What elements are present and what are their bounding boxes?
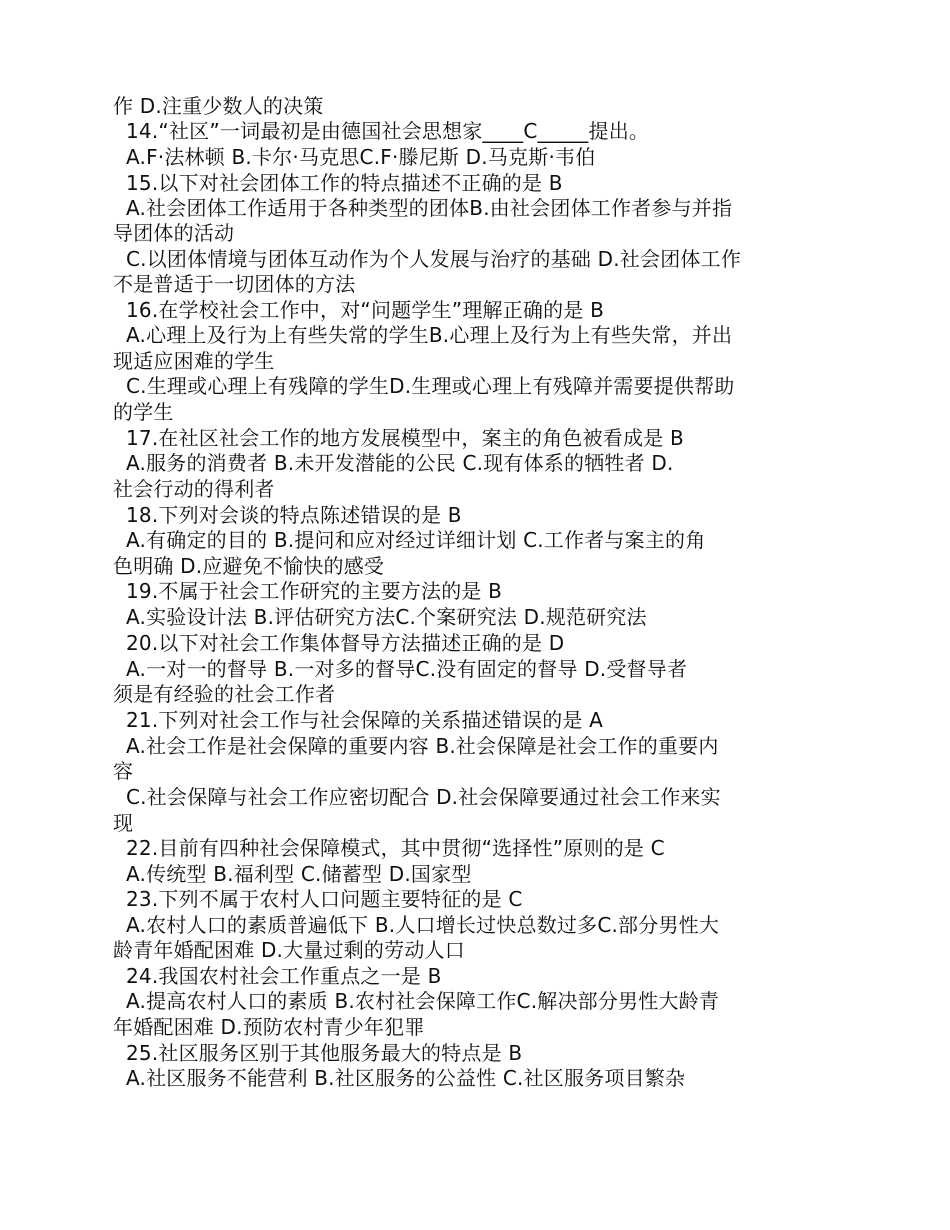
options-21: A.社会工作是社会保障的重要内容 B.社会保障是社会工作的重要内	[126, 734, 719, 758]
question-24: 24.我国农村社会工作重点之一是 B	[126, 964, 442, 988]
options-15: C.以团体情境与团体互动作为个人发展与治疗的基础 D.社会团体工作	[126, 247, 742, 271]
question-25: 25.社区服务区别于其他服务最大的特点是 B	[126, 1041, 523, 1065]
question-22: 22.目前有四种社会保障模式，其中贯彻“选择性”原则的是 C	[126, 836, 665, 860]
question-20: 20.以下对社会工作集体督导方法描述正确的是 D	[126, 631, 565, 655]
options-20: A.一对一的督导 B.一对多的督导C.没有固定的督导 D.受督导者	[126, 657, 688, 681]
text-line: 龄青年婚配困难 D.大量过剩的劳动人口	[113, 938, 465, 962]
text-line: 的学生	[113, 400, 174, 424]
question-15: 15.以下对社会团体工作的特点描述不正确的是 B	[126, 171, 563, 195]
text-line: 现	[113, 811, 134, 835]
question-18: 18.下列对会谈的特点陈述错误的是 B	[126, 503, 462, 527]
text-line: 作 D.注重少数人的决策	[113, 94, 324, 118]
question-14: 14.“社区”一词最初是由德国社会思想家____C_____提出。	[126, 119, 650, 143]
options-21: C.社会保障与社会工作应密切配合 D.社会保障要通过社会工作来实	[126, 785, 721, 809]
text-line: 色明确 D.应避免不愉快的感受	[113, 554, 385, 578]
question-16: 16.在学校社会工作中，对“问题学生”理解正确的是 B	[126, 298, 605, 322]
options-14: A.F·法林顿 B.卡尔·马克思C.F·滕尼斯 D.马克斯·韦伯	[126, 145, 596, 169]
text-line: 须是有经验的社会工作者	[113, 682, 336, 706]
question-19: 19.不属于社会工作研究的主要方法的是 B	[126, 579, 503, 603]
text-line: 社会行动的得利者	[113, 477, 275, 501]
options-22: A.传统型 B.福利型 C.储蓄型 D.国家型	[126, 862, 472, 886]
options-17: A.服务的消费者 B.未开发潜能的公民 C.现有体系的牺牲者 D.	[126, 451, 674, 475]
options-19: A.实验设计法 B.评估研究方法C.个案研究法 D.规范研究法	[126, 605, 647, 629]
question-21: 21.下列对社会工作与社会保障的关系描述错误的是 A	[126, 708, 604, 732]
text-line: 导团体的活动	[113, 221, 235, 245]
options-25: A.社区服务不能营利 B.社区服务的公益性 C.社区服务项目繁杂	[126, 1066, 686, 1090]
options-15: A.社会团体工作适用于各种类型的团体B.由社会团体工作者参与并指	[126, 196, 733, 220]
question-23: 23.下列不属于农村人口问题主要特征的是 C	[126, 887, 523, 911]
options-16: C.生理或心理上有残障的学生D.生理或心理上有残障并需要提供帮助	[126, 374, 735, 398]
options-24: A.提高农村人口的素质 B.农村社会保障工作C.解决部分男性大龄青	[126, 989, 720, 1013]
text-line: 容	[113, 759, 134, 783]
options-23: A.农村人口的素质普遍低下 B.人口增长过快总数过多C.部分男性大	[126, 913, 720, 937]
question-17: 17.在社区社会工作的地方发展模型中，案主的角色被看成是 B	[126, 426, 684, 450]
text-line: 年婚配困难 D.预防农村青少年犯罪	[113, 1015, 425, 1039]
options-16: A.心理上及行为上有些失常的学生B.心理上及行为上有些失常，并出	[126, 323, 733, 347]
text-line: 不是普适于一切团体的方法	[113, 272, 356, 296]
options-18: A.有确定的目的 B.提问和应对经过详细计划 C.工作者与案主的角	[126, 528, 706, 552]
text-line: 现适应困难的学生	[113, 349, 275, 373]
